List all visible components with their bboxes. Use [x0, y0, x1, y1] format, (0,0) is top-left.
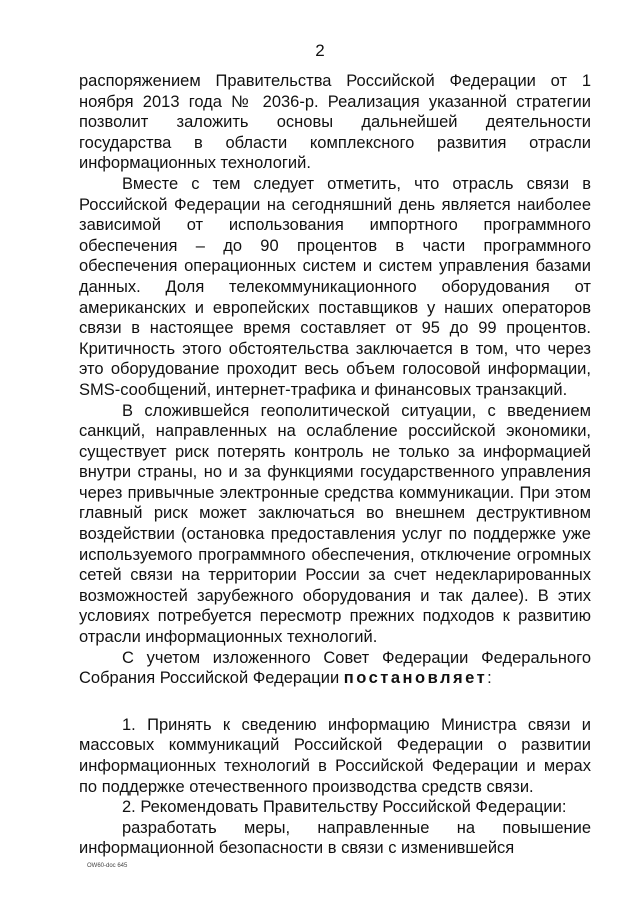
page-number: 2 [315, 41, 325, 60]
resolution-item-2: 2. Рекомендовать Правительству Российской Федерации: [122, 798, 567, 817]
document-body [79, 71, 591, 859]
resolution-item-1: 1. Принять к сведению информацию Министра связи и массовых коммуникаций Российской Федерации о развитии информационных технологий в Российской Федерации и мерах по поддержке отечественного производства средств связи. [79, 715, 591, 796]
paragraph-decree-reference: распоряжением Правительства Российской Федерации от 1 ноября 2013 года № 2036-р. Реализация указанной стратегии позволит заложить основы дальнейшей деятельности государства в области комплексного развития отрасли информационных технологий. [79, 72, 591, 173]
paragraph-geopolitical-risk: В сложившейся геополитической ситуации, с введением санкций, направленных на ослабление российской экономики, существует риск потерять контроль не только за информацией внутри страны, но и за функциями государственного управления через привычные электронные средства коммуникации. При этом главный риск может заключаться во внешнем деструктивном воздействии (остановка предоставления услуг по поддержке уже используемого программного обеспечения, отключение огромных сетей связи на территории России за счет недекларированных возможностей зарубежного оборудования и так далее). В этих условиях потребуется пересмотр прежних подходов к развитию отрасли информационных технологий. [79, 401, 591, 647]
resolution-keyword: постановляет [343, 669, 488, 688]
resolution-intro-text: С учетом изложенного Совет Федерации Федерального Собрания Российской Федерации [79, 648, 591, 688]
footer-document-code: OW60-doc 645 [87, 863, 128, 869]
paragraph-import-dependence: Вместе с тем следует отметить, что отрасль связи в Российской Федерации на сегодняшний день является наиболее зависимой от использования импортного программного обеспечения – до 90 процентов в части программного обеспечения операционных систем и систем управления базами данных. Доля телекоммуникационного оборудования от американских и европейских поставщиков у наших операторов связи в настоящее время составляет от 95 до 99 процентов. Критичность этого обстоятельства заключается в том, что через это оборудование проходит весь объем голосовой информации, SMS-сообщений, интернет-трафика и финансовых транзакций. [79, 174, 591, 399]
paragraph-resolution-intro [79, 648, 591, 689]
resolution-item-2-measures: разработать меры, направленные на повышение информационной безопасности в связи с изменившейся [79, 818, 591, 858]
resolution-colon: : [487, 669, 492, 688]
